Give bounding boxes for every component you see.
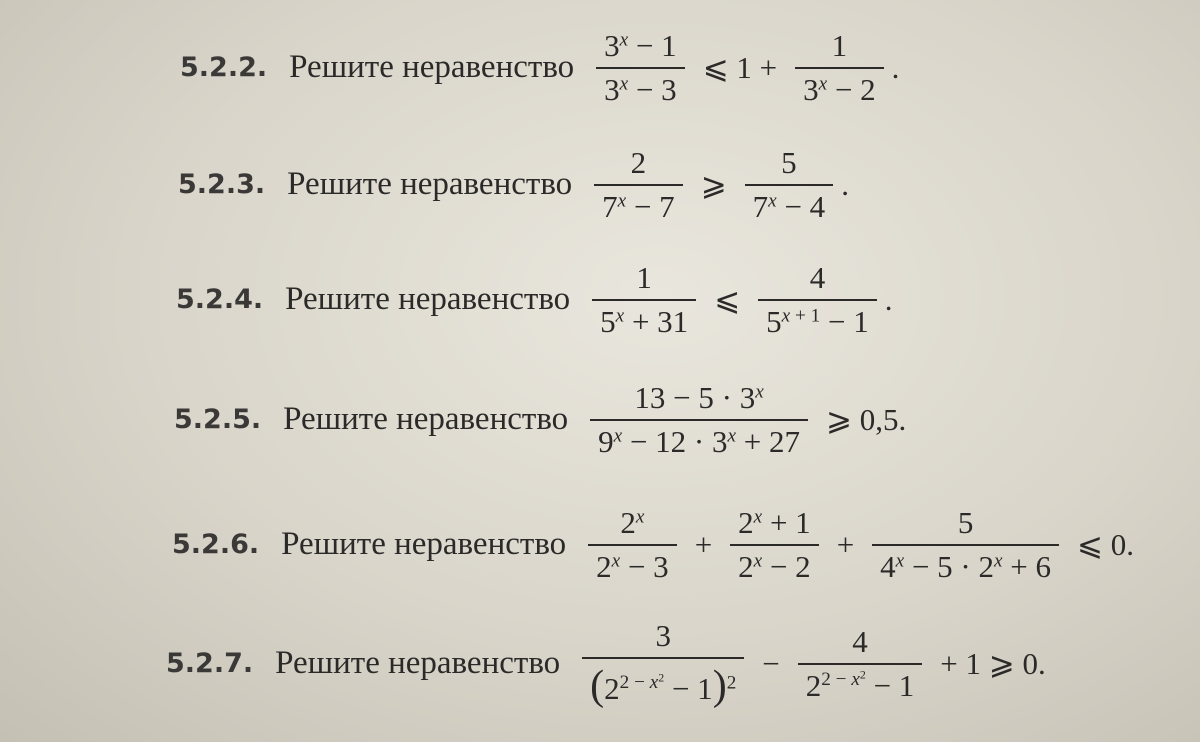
formula: $\frac{2}{7^x - 7}$ ⩾ $\frac{5}{7^x - 4}$ . xyxy=(586,145,849,224)
formula: $\frac{2^x}{2^x - 3}$ + $\frac{2^x + 1}{2^x - 2}$ + $\frac{5}{4^x - 5 \cdot 2^x + 6}$ ⩽ 0. xyxy=(580,505,1144,584)
problem-5-2-2 xyxy=(180,28,899,107)
formula: $\frac{3}{(2^{2 - x^2} - 1)^2}$ − $\frac{4}{2^{2 - x^2} - 1}$ + 1 ⩾ 0. xyxy=(574,618,1056,710)
problem-text: Решите неравенство xyxy=(287,166,573,203)
problem-5-2-6 xyxy=(172,505,1144,584)
problem-number: 5.2.4. xyxy=(176,284,264,316)
problem-text: Решите неравенство xyxy=(281,526,567,563)
problem-5-2-3 xyxy=(178,145,849,224)
problem-5-2-7 xyxy=(166,618,1056,710)
problem-number: 5.2.7. xyxy=(166,648,254,680)
problem-number: 5.2.2. xyxy=(180,52,268,84)
problem-5-2-5 xyxy=(174,380,916,459)
formula: $\frac{13 - 5 \cdot 3^x}{9^x - 12 \cdot 3^x + 27}$ ⩾ 0,5. xyxy=(582,380,916,459)
problem-number: 5.2.3. xyxy=(178,169,266,201)
problem-text: Решите неравенство xyxy=(289,49,575,86)
problem-text: Решите неравенство xyxy=(285,281,571,318)
problem-number: 5.2.6. xyxy=(172,529,260,561)
formula: $\frac{3^x - 1}{3^x - 3}$ ⩽ 1 + $\frac{1}{3^x - 2}$ . xyxy=(588,28,899,107)
problem-number: 5.2.5. xyxy=(174,404,262,436)
problem-text: Решите неравенство xyxy=(283,401,569,438)
problem-text: Решите неравенство xyxy=(275,645,561,682)
formula: $\frac{1}{5^x + 31}$ ⩽ $\frac{4}{5^{x + 1} - 1}$ . xyxy=(584,260,892,339)
problem-5-2-4 xyxy=(176,260,892,339)
